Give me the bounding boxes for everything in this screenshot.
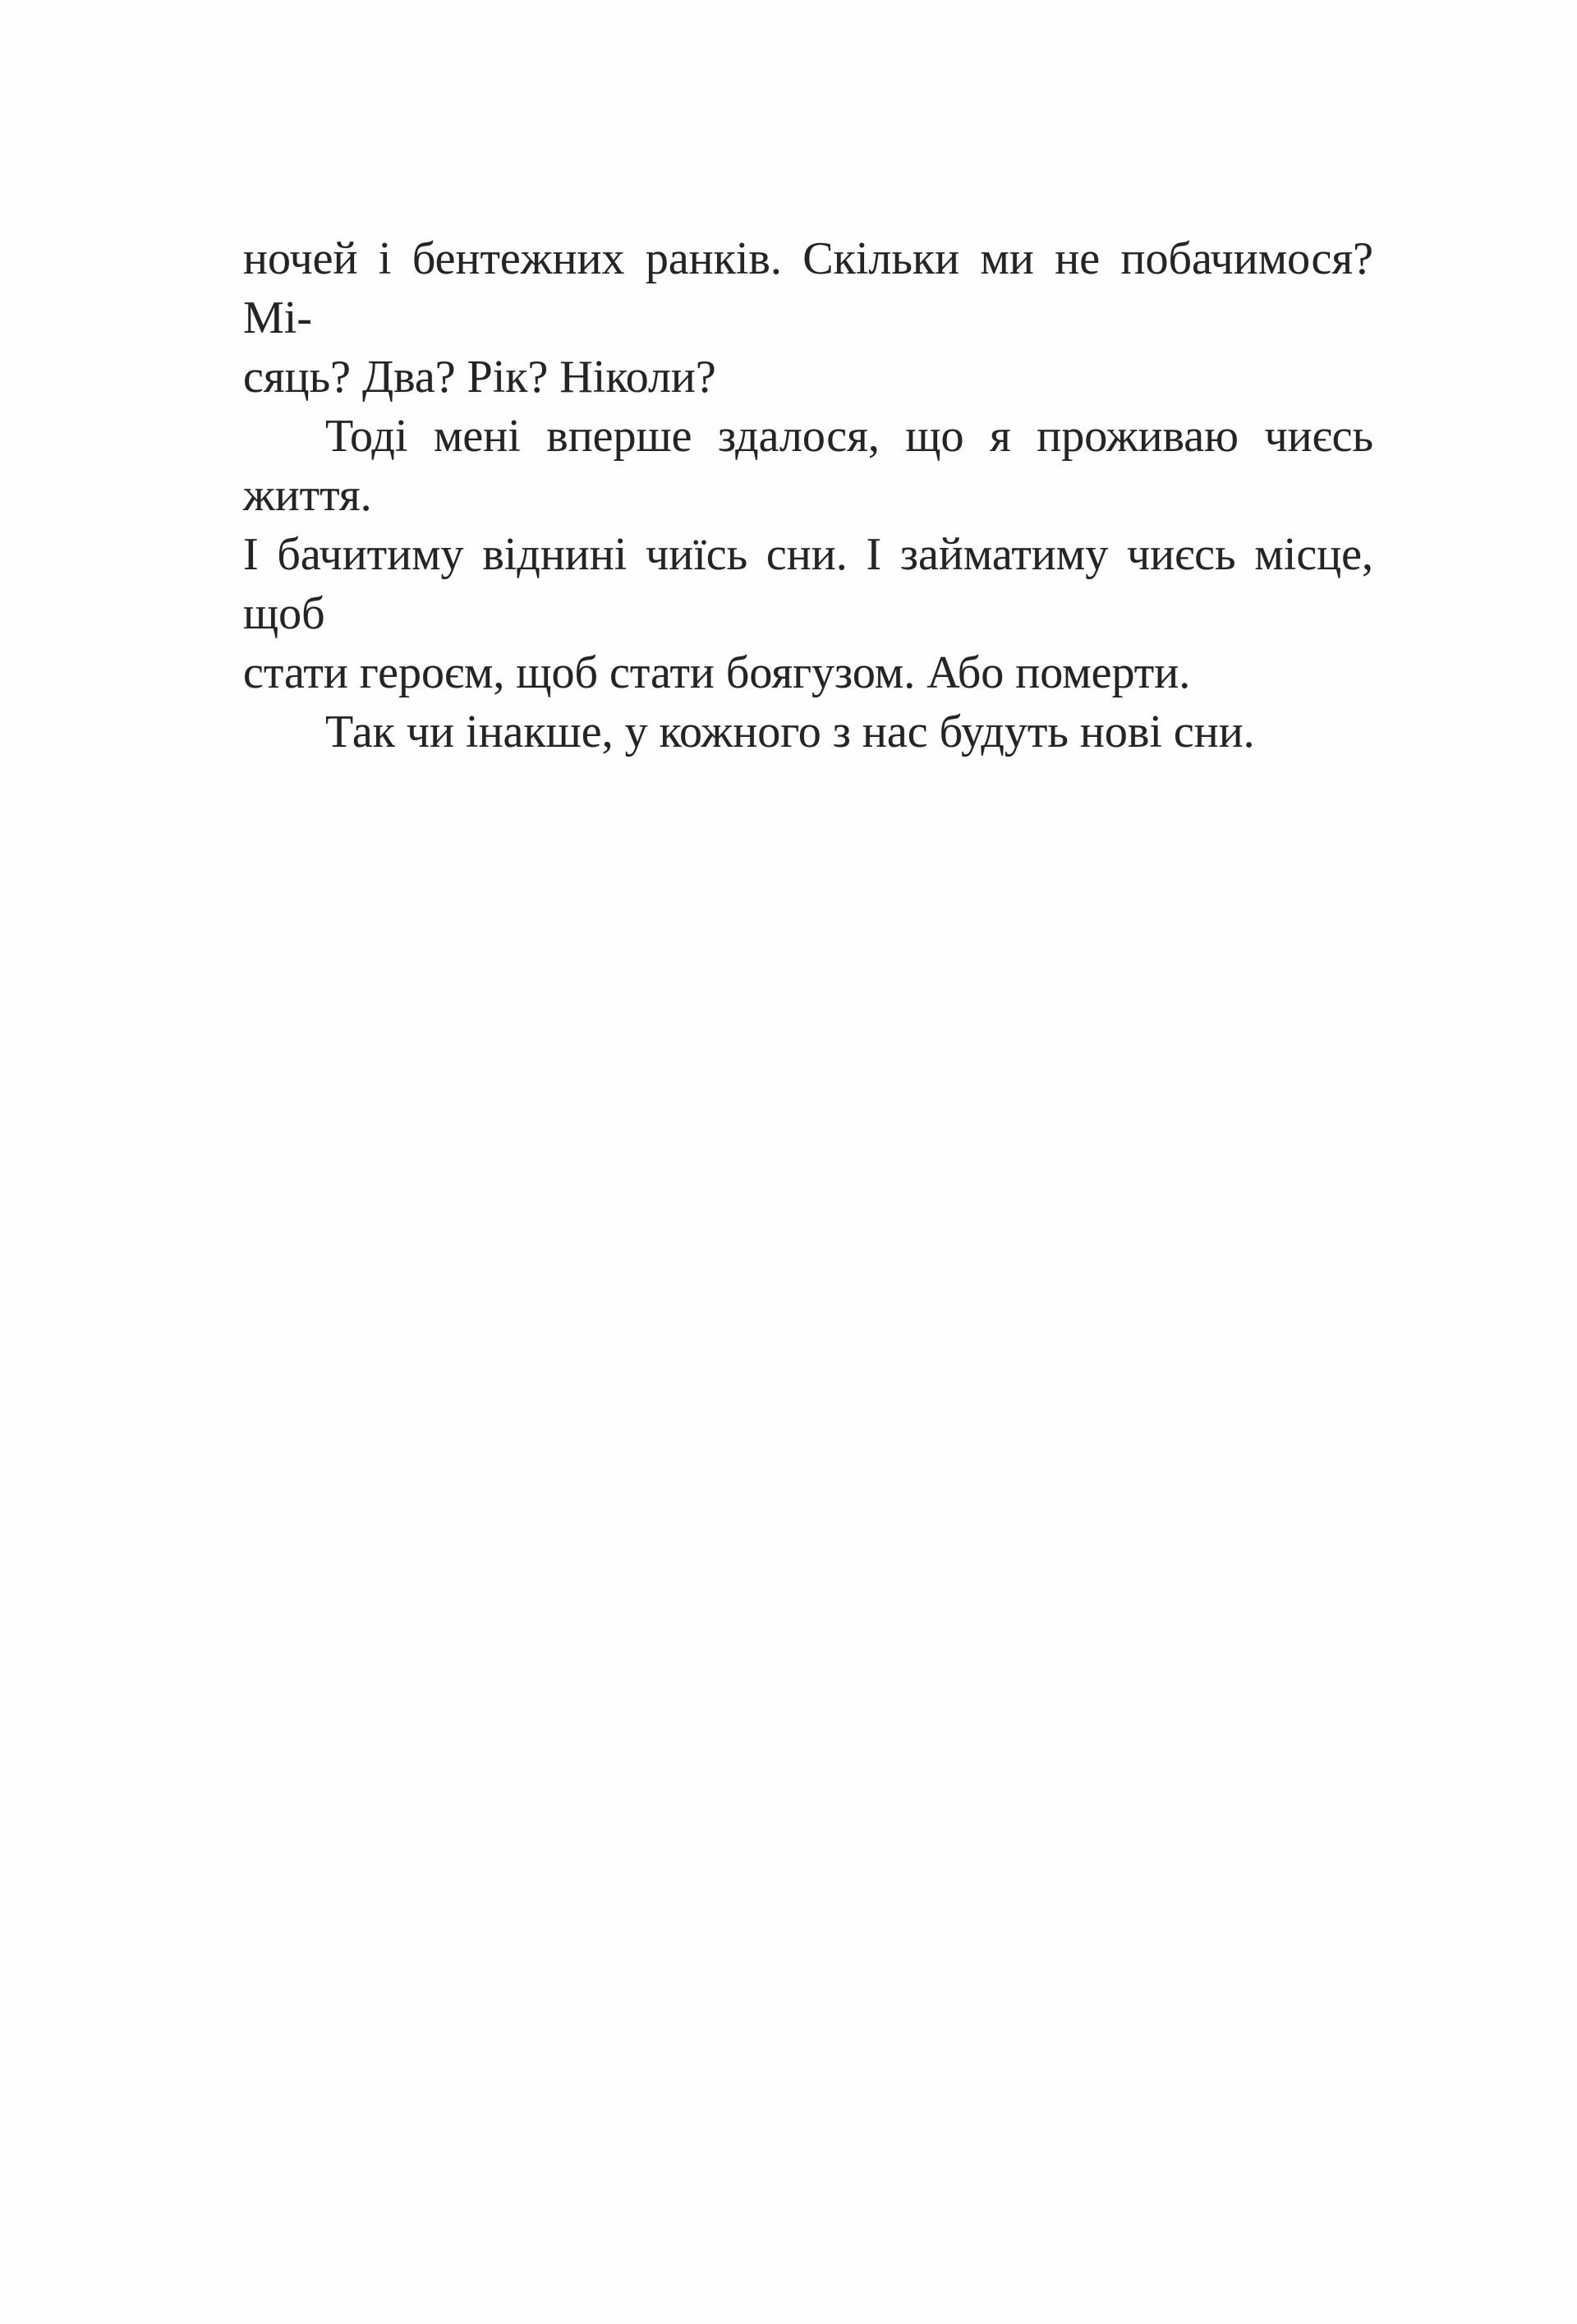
- text-line-1: ночей і бентежних ранків. Скільки ми не побачимося? Мі-: [243, 233, 1373, 343]
- text-line-5: стати героєм, щоб стати боягузом. Або померти.: [243, 647, 1191, 698]
- text-line-6: Так чи інакше, у кожного з нас будуть нові сни.: [325, 706, 1255, 757]
- page-text-block: [243, 229, 1373, 762]
- text-line-3: Тоді мені вперше здалося, що я проживаю чиєсь життя.: [243, 411, 1373, 521]
- text-line-4: І бачитиму віднині чиїсь сни. І займатиму чиєсь місце, щоб: [243, 529, 1373, 639]
- text-line-2: сяць? Два? Рік? Ніколи?: [243, 352, 716, 403]
